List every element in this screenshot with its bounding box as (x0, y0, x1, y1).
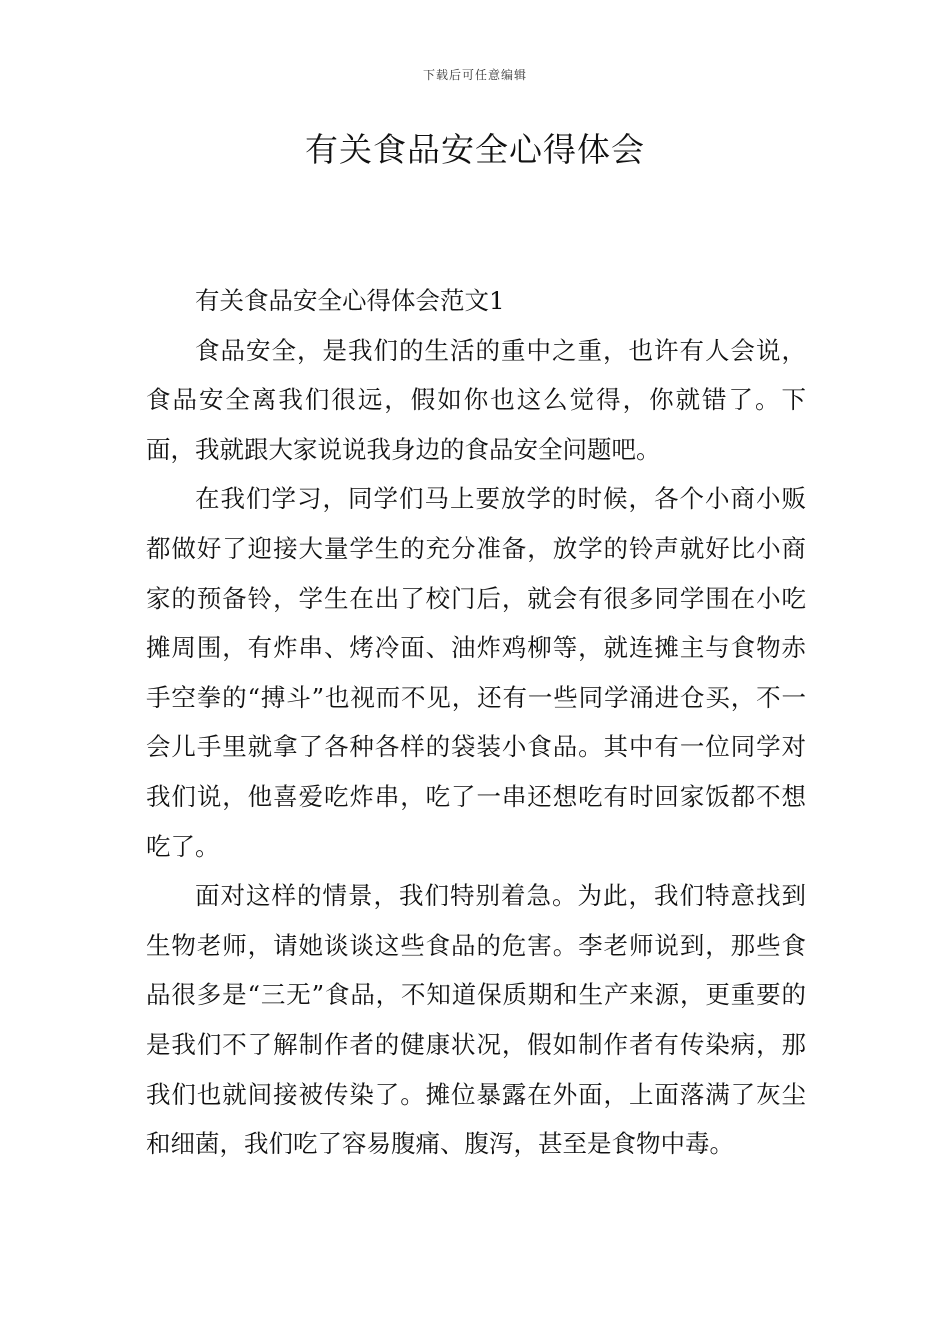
header-note: 下载后可任意编辑 (422, 68, 527, 82)
paragraph: 在我们学习，同学们马上要放学的时候，各个小商小贩都做好了迎接大量学生的充分准备，放学的铃声就好比小商家的预备铃，学生在出了校门后，就会有很多同学围在小吃摊周围，有炸串、烤冷面、油炸鸡柳等，就连摊主与食物赤手空拳的“搏斗”也视而不见，还有一些同学涌进仓买，不一会儿手里就拿了各种各样的袋装小食品。其中有一位同学对我们说，他喜爱吃炸串，吃了一串还想吃有时回家饭都不想吃了。 (146, 484, 806, 861)
document-body (146, 276, 806, 1169)
paragraph: 食品安全，是我们的生活的重中之重，也许有人会说，食品安全离我们很远，假如你也这么觉得，你就错了。下面，我就跟大家说说我身边的食品安全问题吧。 (146, 335, 806, 464)
section-heading: 有关食品安全心得体会范文1 (195, 286, 505, 315)
paragraph: 面对这样的情景，我们特别着急。为此，我们特意找到生物老师，请她谈谈这些食品的危害。李老师说到，那些食品很多是“三无”食品，不知道保质期和生产来源，更重要的是我们不了解制作者的健康状况，假如制作者有传染病，那我们也就间接被传染了。摊位暴露在外面，上面落满了灰尘和细菌，我们吃了容易腹痛、腹泻，甚至是食物中毒。 (146, 881, 806, 1159)
document-title: 有关食品安全心得体会 (305, 130, 645, 169)
